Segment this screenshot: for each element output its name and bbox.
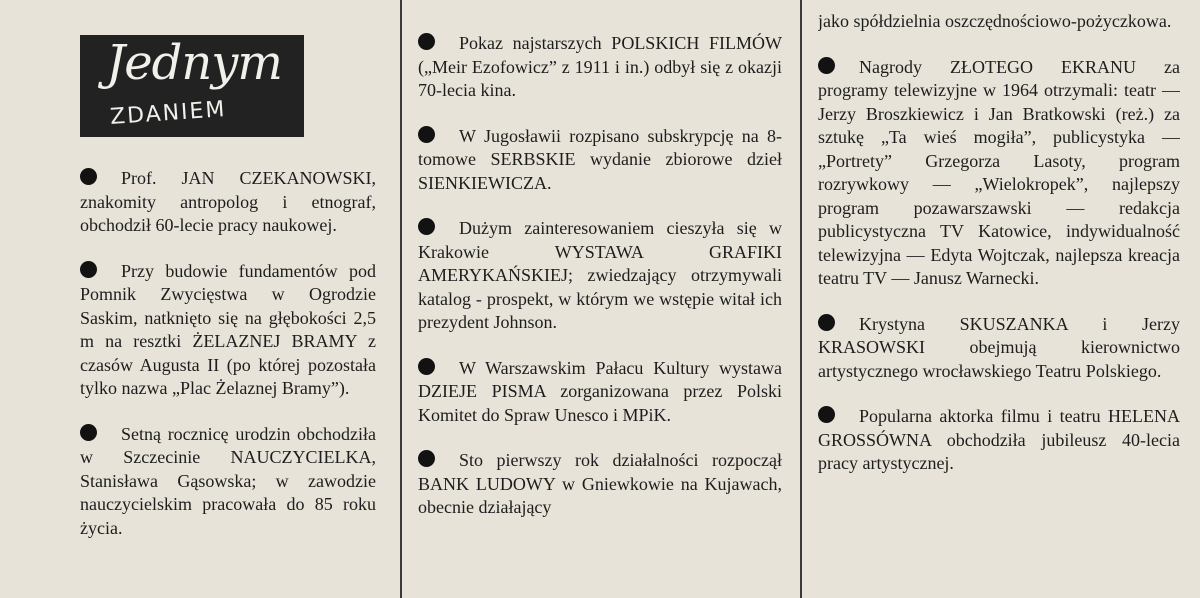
news-item-text: Sto pierwszy rok działalności rozpoczął BANK LUDOWY w Gniewkowie na Kujawach, obecnie działający [418,450,782,517]
column-divider [400,0,402,598]
news-item-text: Prof. JAN CZEKANOWSKI, znakomity antropolog i etnograf, obchodził 60-lecie pracy naukowej. [80,168,376,235]
masthead-script: Jednym [106,35,282,91]
news-item-text: Setną rocznicę urodzin obchodziła w Szczecinie NAUCZYCIELKA, Stanisława Gąsowska; w zawodzie nauczycielskim pracowała do 85 roku życia. [80,423,376,538]
news-item-text: Dużym zainteresowaniem cieszyła się w Krakowie WYSTAWA GRAFIKI AMERYKAŃSKIEJ; zwiedzający otrzymywali katalog - prospekt, w którym we wstępie witał ich prezydent Johnson. [418,218,782,332]
news-item [418,217,782,335]
column-2 [418,0,782,598]
news-item-text: Pokaz najstarszych POLSKICH FILMÓW („Meir Ezofowicz” z 1911 i in.) odbył się z okazji 70-lecia kina. [418,33,782,100]
news-item [818,313,1180,384]
news-item [80,423,376,541]
bullet-icon [418,126,435,143]
news-item-text: Krystyna SKUSZANKA i Jerzy KRASOWSKI obejmują kierownictwo artystycznego wrocławskiego Teatru Polskiego. [818,313,1180,381]
bullet-icon [80,424,97,441]
news-item [418,449,782,520]
bullet-icon [80,168,97,185]
news-item [418,357,782,428]
news-item [418,32,782,103]
bullet-icon [418,33,435,50]
news-item-text: Nagrody ZŁOTEGO EKRANU za programy telewizyjne w 1964 otrzymali: teatr — Jerzy Broszkiewicz i Jan Bratkowski (reż.) za sztukę „Ta wieś mogiła”, publicystyka — „Portrety” Grzegorza Lasoty, program rozrywkowy — „Wielokropek”, najlepszy program pozawarszawski — redakcja publicystyczna TV Katowice, indywidualność telewizyjna — Edyta Wojtczak, najlepsza kreacja teatru TV — Janusz Warnecki. [818,56,1180,288]
bullet-icon [418,218,435,235]
masthead-caps: ZDANIEM [109,96,228,131]
column-3 [818,0,1180,598]
bullet-icon [418,358,435,375]
news-item [80,260,376,401]
bullet-icon [418,450,435,467]
news-item-continuation: jako spółdzielnia oszczędnościowo-pożyczkowa. [818,11,1172,31]
news-item-text: Przy budowie fundamentów pod Pomnik Zwycięstwa w Ogrodzie Saskim, natknięto się na głębokości 2,5 m na resztki ŻELAZNEJ BRAMY z czasów Augusta II (po której pozostała tylko nazwa „Plac Żelaznej Bramy”). [80,260,376,398]
masthead-logo [80,35,304,137]
news-item [80,167,376,238]
column-1 [80,0,376,598]
news-item-text: W Jugosławii rozpisano subskrypcję na 8-tomowe SERBSKIE wydanie zbiorowe dzieł SIENKIEWICZA. [418,125,782,193]
bullet-icon [80,261,97,278]
news-item-text: W Warszawskim Pałacu Kultury wystawa DZIEJE PISMA zorganizowana przez Polski Komitet do Spraw Unesco i MPiK. [418,357,782,425]
bullet-icon [818,406,835,423]
bullet-icon [818,314,835,331]
news-item [818,405,1180,476]
bullet-icon [818,57,835,74]
news-item [818,56,1180,291]
column-divider [800,0,802,598]
news-item-text: Popularna aktorka filmu i teatru HELENA GROSSÓWNA obchodziła jubileusz 40-lecia pracy artystycznej. [818,406,1180,473]
news-item [418,125,782,196]
